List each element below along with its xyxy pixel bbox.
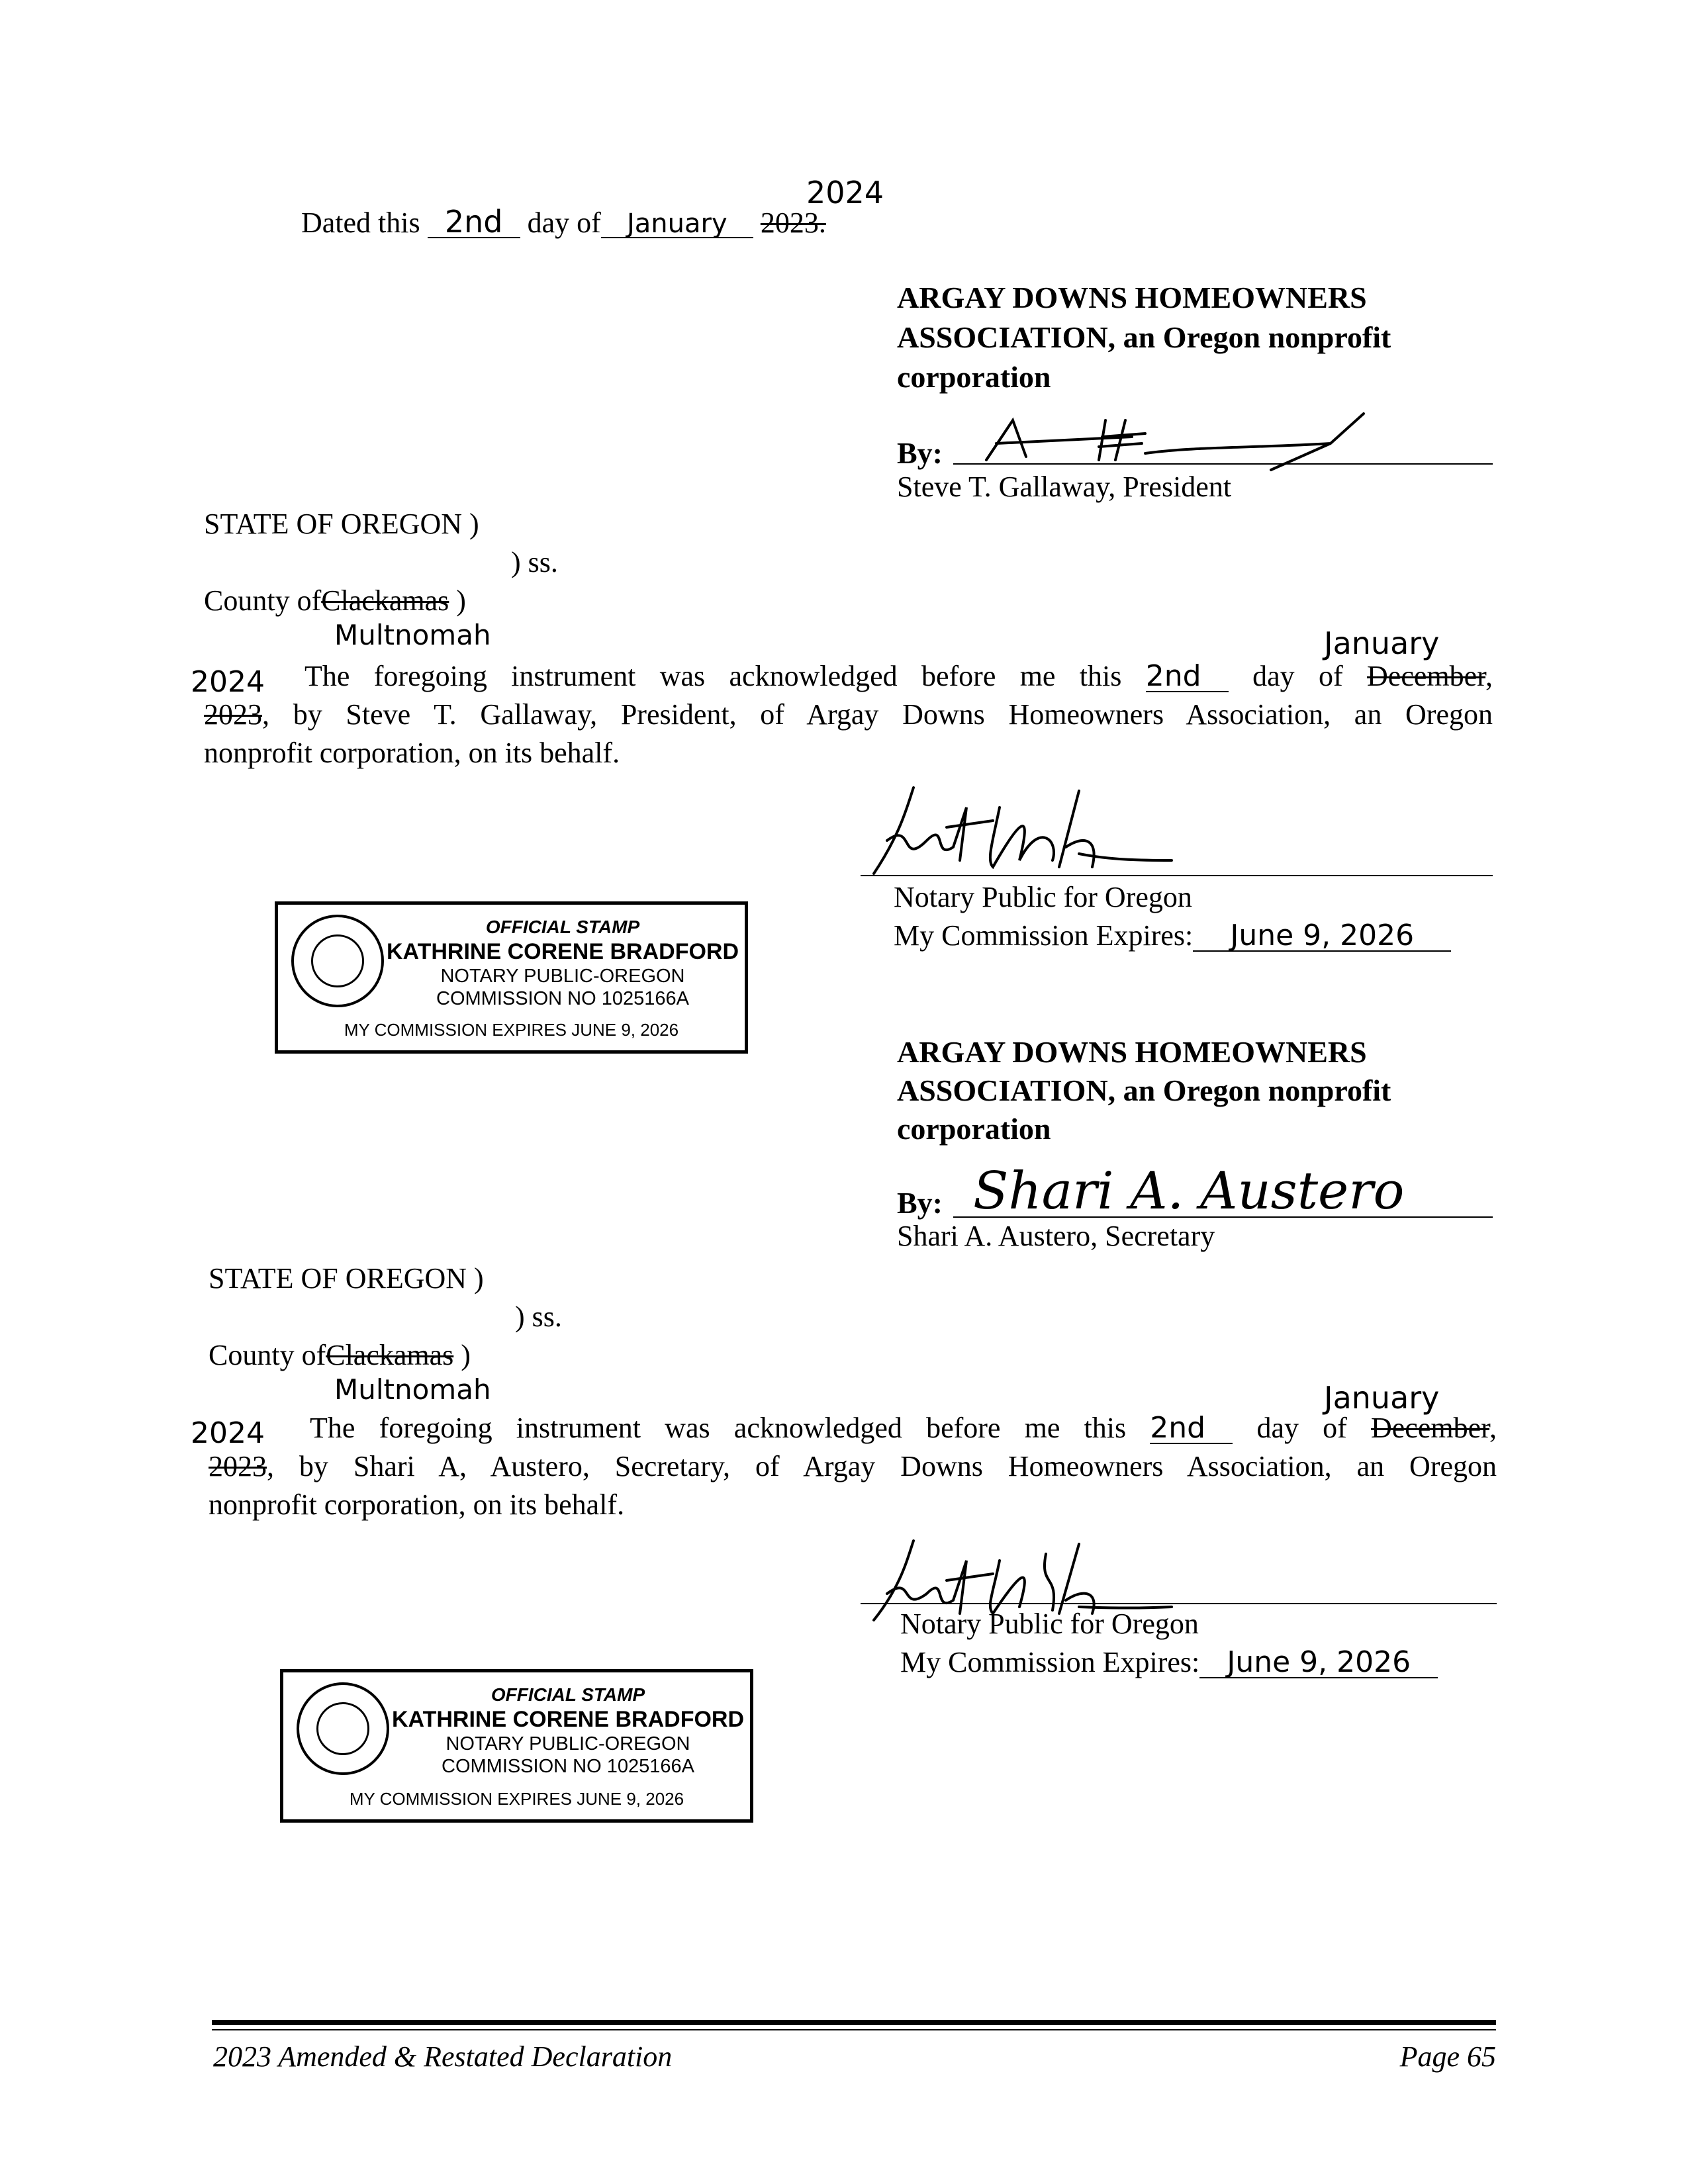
ack1-line1-text: The foregoing instrument was acknowledged before me this [305, 660, 1122, 692]
ack1-day-handwritten: 2nd [1146, 662, 1229, 692]
assoc1-signature-scribble [973, 407, 1383, 473]
ack2-county-handwritten: Multnomah [334, 1373, 491, 1406]
notary2-signature-line [861, 1603, 1497, 1604]
ack2-county [209, 1341, 471, 1370]
footer-rule-thin [212, 2029, 1496, 2030]
oregon-seal-icon [291, 915, 384, 1007]
assoc2-signature-line [953, 1216, 1493, 1218]
assoc1-name-line1: ARGAY DOWNS HOMEOWNERS [897, 281, 1367, 314]
dated-month-handwritten: January [601, 210, 753, 238]
footer-document-title: 2023 Amended & Restated Declaration [213, 2040, 673, 2073]
ack1-line2-text: , by Steve T. Gallaway, President, of Argay Downs Homeowners Association, an Oregon [262, 698, 1493, 731]
ack1-county [204, 586, 466, 615]
ack1-year-handwritten: 2024 [191, 665, 265, 699]
ack1-month-handwritten: January [1324, 625, 1440, 661]
ack1-county-suffix: ) [456, 584, 466, 617]
notary-stamp-2 [280, 1669, 753, 1823]
assoc2-by-label: By: [897, 1186, 943, 1220]
notary1-expires [894, 921, 1451, 952]
stamp2-line1: OFFICIAL STAMP [491, 1684, 645, 1705]
assoc2-signer: Shari A. Austero, Secretary [897, 1220, 1215, 1252]
stamp2-line3: NOTARY PUBLIC-OREGON [445, 1733, 690, 1754]
ack2-day-of: day of [1256, 1412, 1347, 1444]
notary1-signature-line [861, 875, 1493, 876]
ack2-county-suffix: ) [461, 1339, 471, 1371]
assoc1-name-line3: corporation [897, 360, 1051, 394]
ack1-ss: ) ss. [511, 546, 558, 578]
ack1-county-handwritten: Multnomah [334, 619, 491, 651]
ack1-county-struck: Clackamas [321, 584, 449, 617]
assoc2-name-line3: corporation [897, 1112, 1051, 1146]
ack2-state: STATE OF OREGON ) [209, 1262, 484, 1295]
assoc1-signer: Steve T. Gallaway, President [897, 471, 1232, 503]
notary2-title: Notary Public for Oregon [900, 1608, 1199, 1640]
assoc2-name-line1: ARGAY DOWNS HOMEOWNERS [897, 1035, 1367, 1069]
ack1-line3: nonprofit corporation, on its behalf. [204, 737, 620, 769]
dated-year-struck: 2023. [760, 206, 826, 239]
ack2-line3: nonprofit corporation, on its behalf. [209, 1488, 625, 1521]
ack1-year-struck: 2023 [204, 698, 262, 731]
notary2-expires [900, 1645, 1438, 1679]
notary2-expires-label: My Commission Expires: [900, 1646, 1200, 1678]
assoc1-by-label: By: [897, 436, 943, 470]
notary1-signature [861, 781, 1205, 880]
notary2-expires-handwritten: June 9, 2026 [1199, 1648, 1438, 1678]
notary1-title: Notary Public for Oregon [894, 881, 1192, 913]
ack2-line2-text: , by Shari A, Austero, Secretary, of Argay Downs Homeowners Association, an Oregon [267, 1450, 1497, 1482]
ack2-line1: The foregoing instrument was acknowledged before me this 2nd day of December, [310, 1411, 1497, 1445]
ack2-ss: ) ss. [515, 1300, 562, 1333]
stamp2-line2: KATHRINE CORENE BRADFORD [391, 1707, 745, 1732]
ack2-county-prefix: County of [209, 1339, 326, 1371]
oregon-seal-icon [297, 1682, 389, 1775]
ack2-month-struck: December [1370, 1412, 1489, 1444]
stamp1-line4: COMMISSION NO 1025166A [436, 988, 689, 1009]
ack2-year-struck: 2023 [209, 1450, 267, 1482]
notary1-expires-label: My Commission Expires: [894, 919, 1194, 952]
ack2-line2 [209, 1452, 1497, 1481]
stamp1-line1: OFFICIAL STAMP [485, 917, 640, 937]
ack1-day-of: day of [1252, 660, 1343, 692]
stamp2-line4: COMMISSION NO 1025166A [442, 1756, 694, 1777]
dated-prefix: Dated this [301, 206, 420, 239]
assoc2-name-line2: ASSOCIATION, an Oregon nonprofit [897, 1073, 1391, 1107]
assoc2-signature-handwritten: Shari A. Austero [973, 1161, 1405, 1221]
notary-stamp-1 [275, 901, 748, 1054]
dated-year-handwritten: 2024 [806, 175, 884, 210]
dated-day-handwritten: 2nd [428, 206, 520, 238]
ack1-county-prefix: County of [204, 584, 322, 617]
ack1-line2 [204, 700, 1493, 729]
stamp1-line2: KATHRINE CORENE BRADFORD [386, 939, 739, 964]
stamp1-line5: MY COMMISSION EXPIRES JUNE 9, 2026 [344, 1020, 679, 1040]
stamp1-line3: NOTARY PUBLIC-OREGON [440, 966, 685, 987]
footer-rule-thick [212, 2020, 1496, 2025]
dated-mid: day of [527, 206, 601, 239]
ack1-state: STATE OF OREGON ) [204, 508, 479, 540]
ack2-line1-text: The foregoing instrument was acknowledged before me this [310, 1412, 1127, 1444]
footer-page-number: Page 65 [1399, 2040, 1496, 2073]
dated-line [301, 206, 826, 238]
ack2-year-handwritten: 2024 [191, 1416, 265, 1450]
ack1-line1: The foregoing instrument was acknowledged before me this 2nd day of December, [305, 659, 1493, 693]
assoc1-name-line2: ASSOCIATION, an Oregon nonprofit [897, 320, 1391, 354]
ack2-month-handwritten: January [1324, 1380, 1440, 1416]
stamp2-line5: MY COMMISSION EXPIRES JUNE 9, 2026 [349, 1789, 684, 1809]
ack2-day-handwritten: 2nd [1150, 1414, 1233, 1444]
notary1-expires-handwritten: June 9, 2026 [1193, 921, 1451, 952]
ack1-month-struck: December [1367, 660, 1486, 692]
ack2-county-struck: Clackamas [326, 1339, 454, 1371]
